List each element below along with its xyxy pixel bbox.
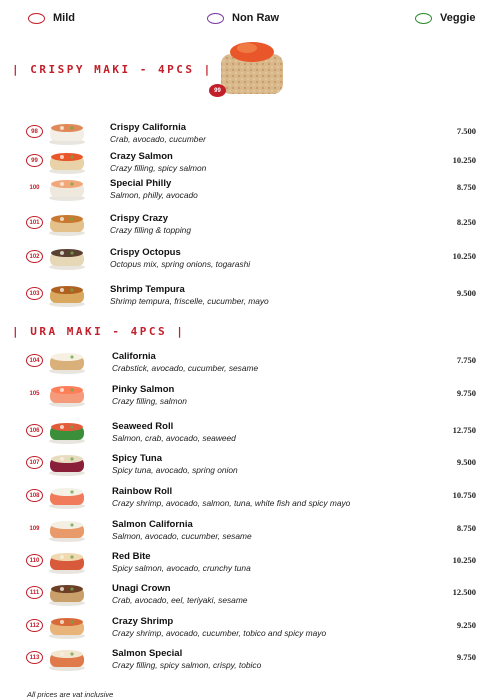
hero-item-number-badge: 99: [209, 84, 226, 97]
menu-item: [0, 550, 500, 580]
ura-maki-section-title: | URA MAKI - 4PCS |: [12, 325, 186, 338]
item-number-badge: 101: [26, 216, 43, 229]
sushi-roll-image: [44, 518, 90, 542]
item-number-badge: 112: [26, 619, 43, 632]
item-price: 7.750: [456, 355, 476, 365]
item-number-badge: 108: [26, 489, 43, 502]
menu-item: [0, 212, 500, 242]
legend-label: Non Raw: [232, 12, 280, 24]
item-name: Crispy California: [110, 122, 187, 133]
item-price: 9.500: [456, 457, 476, 467]
sushi-roll-image: [44, 582, 90, 606]
sushi-roll-image: [44, 420, 90, 444]
item-number-badge: 113: [26, 651, 43, 664]
item-number-badge: 104: [26, 354, 43, 367]
sushi-roll-image: [44, 350, 90, 374]
item-price: 8.750: [456, 182, 476, 192]
item-description: Crab, avocado, cucumber: [110, 134, 206, 144]
item-name: Pinky Salmon: [112, 384, 175, 395]
item-description: Spicy salmon, avocado, crunchy tuna: [112, 563, 251, 573]
crispy-maki-section-title: | CRISPY MAKI - 4PCS |: [12, 63, 213, 76]
item-price: 8.750: [456, 523, 476, 533]
menu-item: [0, 485, 500, 515]
item-description: Crazy filling, spicy salmon, crispy, tobico: [112, 660, 262, 670]
menu-item: [0, 383, 500, 413]
sushi-roll-image: [44, 615, 90, 639]
item-price: 12.500: [452, 587, 476, 597]
item-price: 9.750: [456, 388, 476, 398]
item-description: Spicy tuna, avocado, spring onion: [112, 465, 238, 475]
legend-veggie: [415, 12, 475, 24]
sushi-roll-image: [44, 212, 90, 236]
menu-item: [0, 150, 500, 180]
item-number-badge: 110: [26, 554, 43, 567]
item-price: 12.750: [452, 425, 476, 435]
item-price: 10.250: [452, 155, 476, 165]
item-price: 10.250: [452, 555, 476, 565]
item-name: Crispy Octopus: [110, 247, 181, 258]
item-price: 9.750: [456, 652, 476, 662]
mild-indicator-icon: [28, 13, 45, 24]
item-description: Crazy filling, salmon: [112, 396, 187, 406]
menu-item: [0, 582, 500, 612]
sushi-roll-image: [44, 647, 90, 671]
item-price: 9.500: [456, 288, 476, 298]
item-number-badge: 103: [26, 287, 43, 300]
legend-non-raw: [207, 12, 279, 24]
item-name: California: [112, 351, 156, 362]
item-number-badge: 99: [26, 154, 43, 167]
item-description: Salmon, avocado, cucumber, sesame: [112, 531, 252, 541]
item-name: Special Philly: [110, 178, 172, 189]
sushi-roll-image: [44, 383, 90, 407]
item-name: Red Bite: [112, 551, 151, 562]
menu-item: [0, 283, 500, 313]
menu-item: [0, 647, 500, 677]
item-name: Salmon California: [112, 519, 193, 530]
item-price: 8.250: [456, 217, 476, 227]
sushi-roll-image: [44, 283, 90, 307]
sushi-roll-image: [44, 246, 90, 270]
menu-item: [0, 615, 500, 645]
menu-item: [0, 177, 500, 207]
item-number-badge: 106: [26, 424, 43, 437]
sushi-roll-image: [44, 485, 90, 509]
item-description: Crab, avocado, eel, teriyaki, sesame: [112, 595, 248, 605]
item-description: Crabstick, avocado, cucumber, sesame: [112, 363, 259, 373]
item-number-badge: 109: [26, 522, 43, 535]
item-name: Salmon Special: [112, 648, 183, 659]
item-description: Octopus mix, spring onions, togarashi: [110, 259, 251, 269]
menu-item: [0, 518, 500, 548]
menu-item: [0, 246, 500, 276]
item-number-badge: 98: [26, 125, 43, 138]
legend-label: Mild: [53, 12, 75, 24]
item-description: Crazy filling, spicy salmon: [110, 163, 207, 173]
sushi-roll-image: [44, 150, 90, 174]
item-description: Salmon, crab, avocado, seaweed: [112, 433, 236, 443]
menu-item: [0, 350, 500, 380]
sushi-roll-image: [44, 121, 90, 145]
vat-footnote: All prices are vat inclusive: [27, 690, 114, 699]
item-name: Crazy Salmon: [110, 151, 173, 162]
legend-mild: [28, 12, 75, 24]
item-number-badge: 107: [26, 456, 43, 469]
diet-legend: [0, 12, 500, 32]
menu-item: [0, 121, 500, 151]
crispy-maki-hero-image: [207, 38, 297, 96]
item-price: 7.500: [456, 126, 476, 136]
item-description: Crazy shrimp, avocado, cucumber, tobico and spicy mayo: [112, 628, 327, 638]
item-description: Crazy shrimp, avocado, salmon, tuna, white fish and spicy mayo: [112, 498, 351, 508]
item-description: Salmon, philly, avocado: [110, 190, 198, 200]
item-name: Crispy Crazy: [110, 213, 169, 224]
item-name: Crazy Shrimp: [112, 616, 174, 627]
item-price: 10.750: [452, 490, 476, 500]
sushi-roll-image: [44, 452, 90, 476]
item-number-badge: 102: [26, 250, 43, 263]
item-name: Rainbow Roll: [112, 486, 173, 497]
non-raw-indicator-icon: [207, 13, 224, 24]
menu-item: [0, 452, 500, 482]
item-name: Unagi Crown: [112, 583, 171, 594]
item-price: 10.250: [452, 251, 476, 261]
item-name: Seaweed Roll: [112, 421, 174, 432]
item-description: Crazy filling & topping: [110, 225, 191, 235]
sushi-roll-image: [44, 177, 90, 201]
item-number-badge: 105: [26, 387, 43, 400]
item-number-badge: 100: [26, 181, 43, 194]
item-description: Shrimp tempura, friscelle, cucumber, mayo: [110, 296, 269, 306]
item-number-badge: 111: [26, 586, 43, 599]
menu-item: [0, 420, 500, 450]
legend-label: Veggie: [440, 12, 476, 24]
item-price: 9.250: [456, 620, 476, 630]
item-name: Shrimp Tempura: [110, 284, 185, 295]
sushi-roll-image: [44, 550, 90, 574]
item-name: Spicy Tuna: [112, 453, 162, 464]
veggie-indicator-icon: [415, 13, 432, 24]
